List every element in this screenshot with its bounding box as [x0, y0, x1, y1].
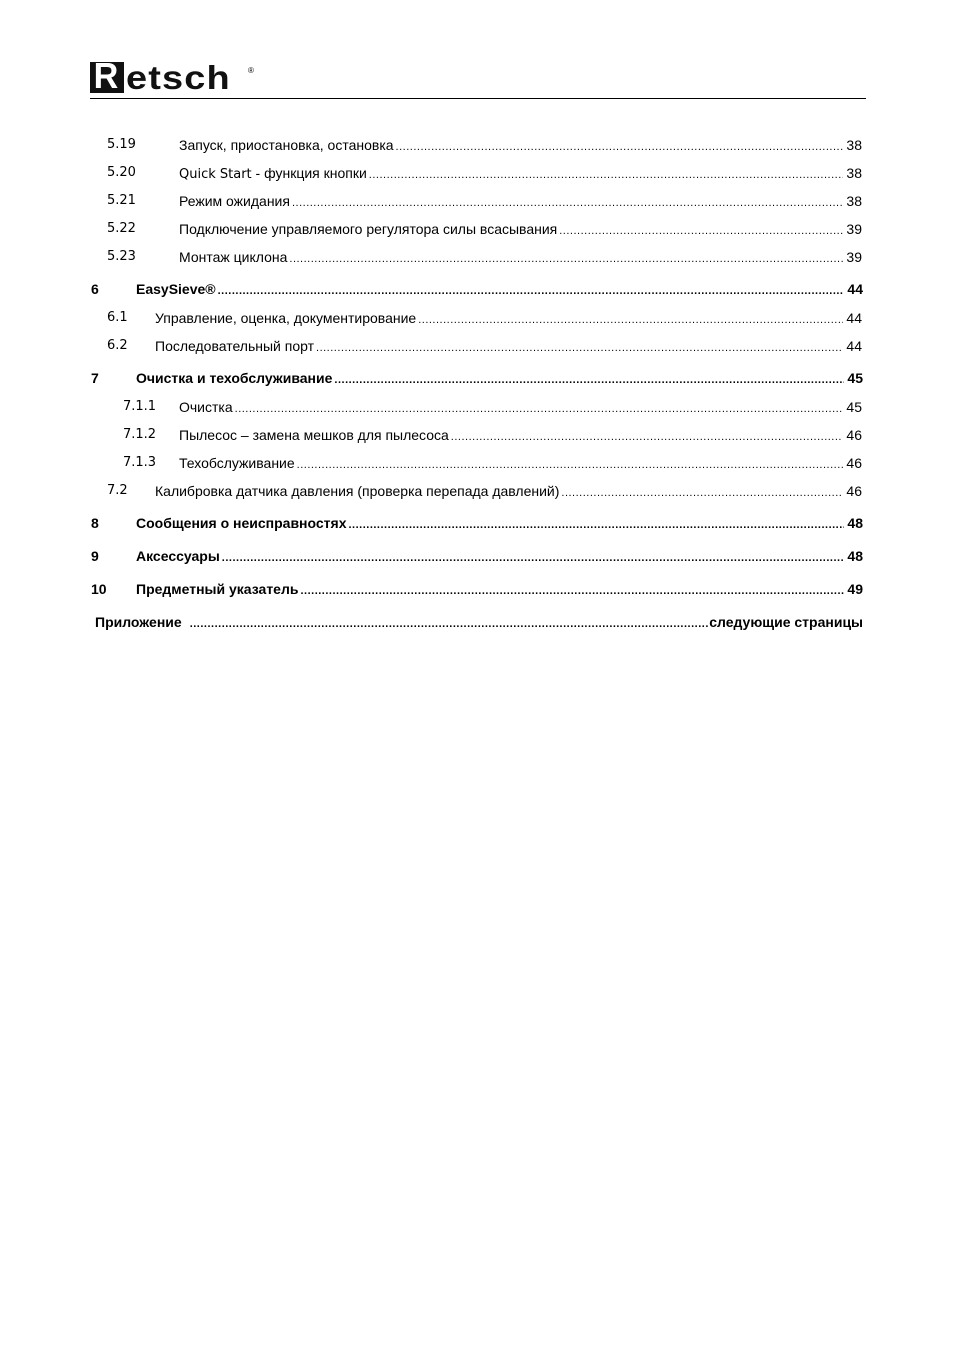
toc-leader-dots [418, 314, 843, 326]
toc-page: 46 [843, 427, 862, 443]
toc-title: Техобслуживание [179, 455, 295, 471]
toc-page: 48 [844, 515, 863, 531]
toc-number: 5.19 [107, 137, 136, 152]
toc-entry-6-2[interactable] [107, 338, 862, 358]
toc-number: 7 [91, 370, 99, 386]
toc-entry-5-20[interactable] [107, 165, 862, 185]
toc-page: 44 [844, 281, 863, 297]
toc-number: 7.1.2 [123, 427, 157, 442]
toc-entry-appendix[interactable] [95, 614, 863, 634]
toc-number: 8 [91, 515, 99, 531]
toc-title-rest: - функция кнопки [251, 165, 367, 181]
toc-entry-7-1-2[interactable] [123, 427, 862, 447]
toc-leader-dots [451, 431, 844, 443]
toc-title: Очистка и техобслуживание [136, 370, 333, 386]
toc-page: следующие страницы [709, 614, 863, 630]
toc-leader-dots [561, 487, 843, 499]
toc-number: 6 [91, 281, 99, 297]
toc-page: 38 [843, 165, 862, 181]
toc-number: 7.1.3 [123, 455, 157, 470]
toc-page: 44 [843, 310, 862, 326]
toc-title: Предметный указатель [136, 581, 299, 597]
page-header [90, 55, 866, 99]
toc-number: 9 [91, 548, 99, 564]
toc-leader-dots [300, 585, 844, 597]
toc-entry-5-23[interactable] [107, 249, 862, 269]
toc-title [179, 165, 369, 182]
toc-leader-dots [559, 225, 843, 237]
toc-page: 49 [844, 581, 863, 597]
toc-entry-7-1-3[interactable] [123, 455, 862, 475]
toc-title: Запуск, приостановка, остановка [179, 137, 394, 153]
toc-entry-5-22[interactable] [107, 221, 862, 241]
toc-page: 45 [844, 370, 863, 386]
toc-title-prefix: Quick Start [179, 167, 252, 182]
toc-page: 39 [843, 221, 862, 237]
toc-leader-dots [297, 459, 844, 471]
logo-wordmark: etsch [126, 59, 231, 96]
toc-entry-6-1[interactable] [107, 310, 862, 330]
toc-leader-dots [369, 169, 844, 181]
toc-entry-5-21[interactable] [107, 193, 862, 213]
retsch-logo [90, 55, 231, 96]
toc-page: 38 [843, 193, 862, 209]
toc-entry-10[interactable] [91, 581, 863, 601]
toc-title: Калибровка датчика давления (проверка перепада давлений) [155, 483, 560, 499]
toc-title: Режим ожидания [179, 193, 290, 209]
toc-leader-dots [190, 618, 709, 630]
toc-page: 44 [843, 338, 862, 354]
toc-number: 7.2 [107, 483, 128, 498]
toc-entry-7-1-1[interactable] [123, 399, 862, 419]
toc-leader-dots [222, 552, 845, 564]
toc-entry-5-19[interactable] [107, 137, 862, 157]
toc-leader-dots [235, 403, 844, 415]
toc-entry-6[interactable] [91, 281, 863, 301]
toc-leader-dots [289, 253, 843, 265]
toc-title: Пылесос – замена мешков для пылесоса [179, 427, 449, 443]
toc-title: Очистка [179, 399, 233, 415]
toc-number: 7.1.1 [123, 399, 157, 414]
toc-number: 10 [91, 581, 107, 597]
toc-page: 45 [843, 399, 862, 415]
toc-number: 6.2 [107, 338, 128, 353]
toc-title: Приложение [95, 614, 190, 630]
toc-leader-dots [292, 197, 843, 209]
logo-letter-box [90, 55, 124, 96]
toc-title: EasySieve® [136, 281, 216, 297]
toc-number: 5.22 [107, 221, 136, 236]
toc-leader-dots [334, 374, 844, 386]
toc-entry-7-2[interactable] [107, 483, 862, 503]
toc-title: Аксессуары [136, 548, 220, 564]
toc-entry-7[interactable] [91, 370, 863, 390]
toc-page: 38 [843, 137, 862, 153]
toc-entry-9[interactable] [91, 548, 863, 568]
toc-title: Управление, оценка, документирование [155, 310, 417, 326]
toc-leader-dots [396, 141, 844, 153]
toc-number: 5.23 [107, 249, 136, 264]
toc-page: 39 [843, 249, 862, 265]
toc-entry-8[interactable] [91, 515, 863, 535]
toc-title: Подключение управляемого регулятора силы всасывания [179, 221, 558, 237]
toc-page: 46 [843, 483, 862, 499]
toc-number: 5.21 [107, 193, 136, 208]
toc-title: Монтаж циклона [179, 249, 288, 265]
toc-leader-dots [348, 519, 844, 531]
logo-first-letter: R [93, 55, 119, 96]
toc-number: 5.20 [107, 165, 136, 180]
toc-title: Последовательный порт [155, 338, 315, 354]
toc-leader-dots [316, 342, 843, 354]
registered-mark: ® [248, 66, 254, 75]
toc-page: 46 [843, 455, 862, 471]
toc-leader-dots [218, 285, 845, 297]
toc-number: 6.1 [107, 310, 128, 325]
toc-title: Сообщения о неисправностях [136, 515, 347, 531]
toc-page: 48 [844, 548, 863, 564]
